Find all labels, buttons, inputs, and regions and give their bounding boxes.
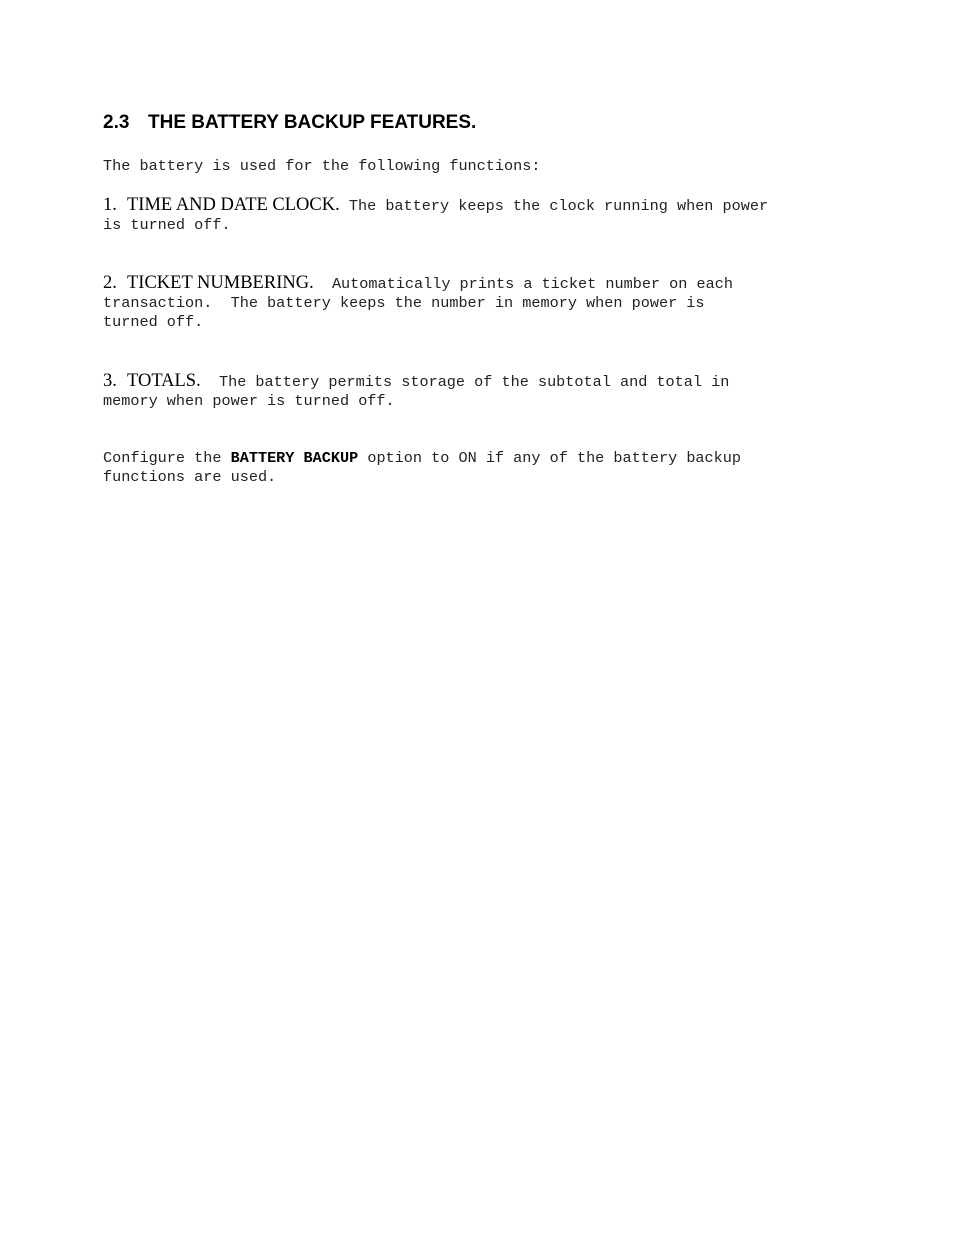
intro-paragraph: The battery is used for the following functions:	[103, 157, 541, 175]
item-text-line: turned off.	[103, 313, 204, 331]
config-line: functions are used.	[103, 468, 277, 486]
item-number: 1.	[103, 195, 117, 215]
item-lead	[103, 195, 340, 215]
feature-item-time-date-clock	[103, 196, 768, 235]
config-suffix: option to ON if any of the battery backup	[358, 449, 742, 467]
section-heading	[103, 112, 476, 134]
section-number: 2.3	[103, 112, 130, 133]
item-text-line: transaction. The battery keeps the number in memory when power is	[103, 294, 705, 312]
item-text-line: is turned off.	[103, 216, 231, 234]
item-label: TICKET NUMBERING.	[127, 273, 314, 293]
feature-item-ticket-numbering	[103, 274, 733, 332]
item-number: 2.	[103, 273, 117, 293]
feature-item-totals	[103, 372, 729, 411]
item-text-line: memory when power is turned off.	[103, 392, 395, 410]
item-text-line: Automatically prints a ticket number on each	[313, 275, 733, 293]
item-lead	[103, 273, 314, 293]
item-text-line: The battery permits storage of the subtotal and total in	[200, 373, 730, 391]
config-paragraph	[103, 449, 741, 487]
item-label: TIME AND DATE CLOCK.	[127, 195, 340, 215]
config-prefix: Configure the	[103, 449, 231, 467]
battery-backup-option-name: BATTERY BACKUP	[230, 449, 359, 467]
item-text-line: The battery keeps the clock running when power	[339, 197, 769, 215]
item-label: TOTALS.	[127, 371, 201, 391]
item-lead	[103, 371, 201, 391]
section-title: THE BATTERY BACKUP FEATURES.	[148, 112, 477, 133]
item-number: 3.	[103, 371, 117, 391]
